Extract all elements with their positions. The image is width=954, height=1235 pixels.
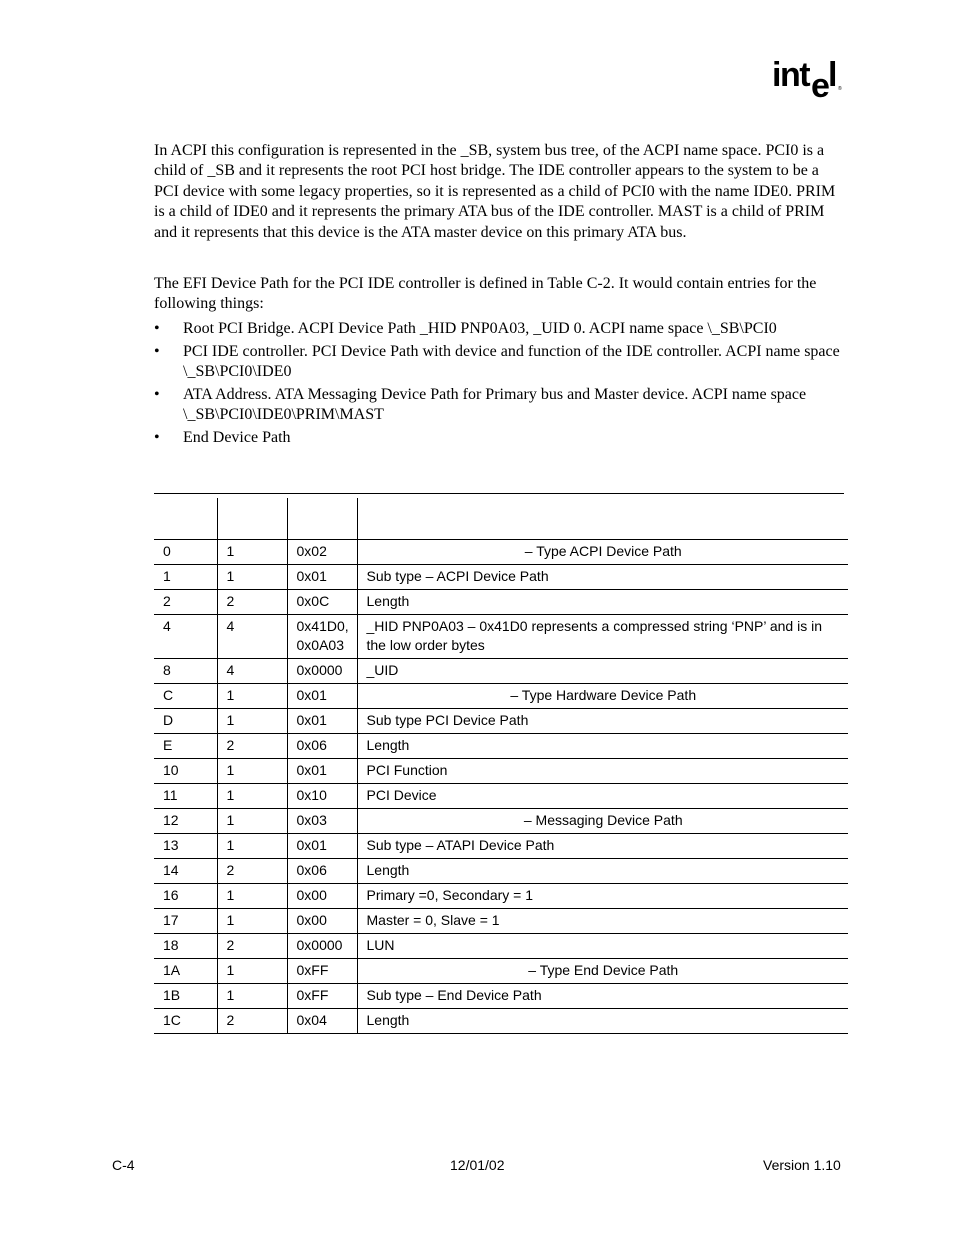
cell-length: 1	[217, 984, 287, 1009]
cell-value: 0x04	[287, 1009, 357, 1034]
cell-description: – Type End Device Path	[357, 959, 848, 984]
cell-length: 1	[217, 540, 287, 565]
cell-description: PCI Function	[357, 759, 848, 784]
cell-offset: 1A	[154, 959, 217, 984]
cell-length: 1	[217, 565, 287, 590]
cell-description: – Messaging Device Path	[357, 809, 848, 834]
footer-version: Version 1.10	[763, 1157, 841, 1173]
cell-description: – Type Hardware Device Path	[357, 684, 848, 709]
table-row	[154, 784, 848, 809]
cell-length: 1	[217, 834, 287, 859]
cell-length: 1	[217, 959, 287, 984]
cell-description: _HID PNP0A03 – 0x41D0 represents a compressed string ‘PNP’ and is in the low order bytes	[357, 615, 848, 659]
cell-value: 0x01	[287, 834, 357, 859]
cell-offset: 16	[154, 884, 217, 909]
cell-offset: 13	[154, 834, 217, 859]
cell-length: 2	[217, 734, 287, 759]
cell-description: Sub type – ATAPI Device Path	[357, 834, 848, 859]
header-cell	[287, 498, 357, 540]
cell-description: – Type ACPI Device Path	[357, 540, 848, 565]
cell-offset: 1C	[154, 1009, 217, 1034]
cell-length: 1	[217, 759, 287, 784]
cell-value: 0x03	[287, 809, 357, 834]
cell-length: 1	[217, 784, 287, 809]
cell-value: 0x02	[287, 540, 357, 565]
cell-value: 0x00	[287, 884, 357, 909]
cell-offset: 14	[154, 859, 217, 884]
table-row	[154, 959, 848, 984]
cell-offset: 4	[154, 615, 217, 659]
cell-value: 0x0000	[287, 934, 357, 959]
cell-offset: 1	[154, 565, 217, 590]
cell-offset: E	[154, 734, 217, 759]
table-row	[154, 565, 848, 590]
cell-description: LUN	[357, 934, 848, 959]
table-row	[154, 984, 848, 1009]
table-row	[154, 1009, 848, 1034]
table-row	[154, 809, 848, 834]
cell-value: 0x41D0, 0x0A03	[287, 615, 357, 659]
bullet-icon: •	[154, 320, 160, 337]
header-cell	[217, 498, 287, 540]
table-row	[154, 884, 848, 909]
cell-value: 0x01	[287, 759, 357, 784]
intel-logo	[772, 56, 844, 104]
list-item: • End Device Path	[154, 428, 844, 449]
cell-description: Sub type PCI Device Path	[357, 709, 848, 734]
cell-offset: 0	[154, 540, 217, 565]
footer-date: 12/01/02	[450, 1157, 505, 1173]
intro-paragraph-1: In ACPI this configuration is represented in the _SB, system bus tree, of the ACPI name space. PCI0 is a child of _SB and it represents the root PCI host bridge. The IDE controller appears to the system to be a PCI device with some legacy properties, so it is represented as a child of PCI0 with the name IDE0. PRIM is a child of IDE0 and it represents the primary ATA bus of the IDE controller. MAST is a child of PRIM and it represents that this device is the ATA master device on this primary ATA bus.	[154, 142, 836, 241]
cell-offset: C	[154, 684, 217, 709]
table-row	[154, 909, 848, 934]
cell-value: 0x06	[287, 734, 357, 759]
cell-offset: 1B	[154, 984, 217, 1009]
cell-length: 2	[217, 859, 287, 884]
cell-offset: 10	[154, 759, 217, 784]
cell-description: Sub type – End Device Path	[357, 984, 848, 1009]
page-number: C-4	[112, 1157, 135, 1173]
cell-offset: 2	[154, 590, 217, 615]
cell-value: 0x01	[287, 684, 357, 709]
table-row	[154, 590, 848, 615]
cell-offset: 17	[154, 909, 217, 934]
table-row	[154, 934, 848, 959]
table-row	[154, 734, 848, 759]
cell-length: 4	[217, 615, 287, 659]
list-item: • PCI IDE controller. PCI Device Path with device and function of the IDE controller. ACPI name space \_SB\PCI0\IDE0	[154, 342, 840, 380]
cell-offset: 12	[154, 809, 217, 834]
table-header-row	[154, 498, 848, 540]
cell-value: 0x06	[287, 859, 357, 884]
cell-length: 4	[217, 659, 287, 684]
cell-offset: 18	[154, 934, 217, 959]
table-row	[154, 659, 848, 684]
cell-description: Primary =0, Secondary = 1	[357, 884, 848, 909]
cell-description: Length	[357, 734, 848, 759]
cell-length: 2	[217, 590, 287, 615]
list-item: • Root PCI Bridge. ACPI Device Path _HID PNP0A03, _UID 0. ACPI name space \_SB\PCI0	[154, 319, 844, 340]
list-item: • ATA Address. ATA Messaging Device Path for Primary bus and Master device. ACPI name space \_SB\PCI0\IDE0\PRIM\MAST	[154, 385, 807, 423]
cell-description: _UID	[357, 659, 848, 684]
cell-description: Length	[357, 1009, 848, 1034]
bullet-icon: •	[154, 428, 160, 446]
cell-value: 0x0000	[287, 659, 357, 684]
bullet-icon: •	[154, 342, 160, 360]
cell-value: 0x00	[287, 909, 357, 934]
cell-description: Master = 0, Slave = 1	[357, 909, 848, 934]
cell-offset: D	[154, 709, 217, 734]
cell-length: 1	[217, 884, 287, 909]
svg-text:e: e	[811, 67, 830, 104]
cell-length: 1	[217, 709, 287, 734]
table-row	[154, 834, 848, 859]
bullet-icon: •	[154, 385, 160, 403]
device-path-table	[154, 498, 848, 1034]
table-row	[154, 709, 848, 734]
table-row	[154, 684, 848, 709]
cell-value: 0x01	[287, 565, 357, 590]
intro-paragraph-2: The EFI Device Path for the PCI IDE controller is defined in Table C-2. It would contain entries for the following things:	[154, 275, 817, 313]
header-cell	[357, 498, 848, 540]
svg-text:®: ®	[838, 86, 842, 92]
cell-length: 1	[217, 809, 287, 834]
cell-value: 0x01	[287, 709, 357, 734]
cell-length: 1	[217, 909, 287, 934]
cell-description: Sub type – ACPI Device Path	[357, 565, 848, 590]
cell-offset: 8	[154, 659, 217, 684]
cell-description: PCI Device	[357, 784, 848, 809]
cell-value: 0xFF	[287, 984, 357, 1009]
table-body	[154, 540, 848, 1034]
cell-length: 2	[217, 934, 287, 959]
cell-description: Length	[357, 859, 848, 884]
svg-text:l: l	[828, 56, 838, 94]
table-row	[154, 540, 848, 565]
table-row	[154, 859, 848, 884]
cell-length: 1	[217, 684, 287, 709]
cell-length: 2	[217, 1009, 287, 1034]
component-list	[154, 319, 844, 450]
cell-offset: 11	[154, 784, 217, 809]
cell-description: Length	[357, 590, 848, 615]
cell-value: 0x10	[287, 784, 357, 809]
cell-value: 0x0C	[287, 590, 357, 615]
table-row	[154, 759, 848, 784]
table-row	[154, 615, 848, 659]
svg-text:int: int	[772, 56, 810, 94]
header-cell	[154, 498, 217, 540]
cell-value: 0xFF	[287, 959, 357, 984]
table-top-rule	[154, 493, 844, 494]
